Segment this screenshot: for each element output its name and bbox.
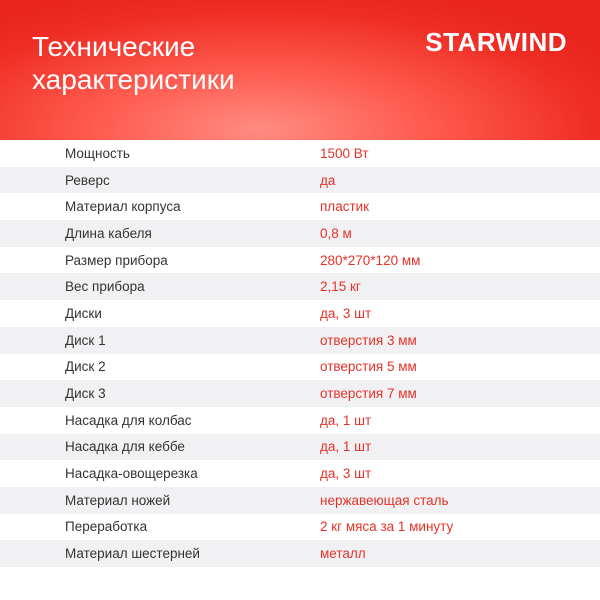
- spec-label: Реверс: [65, 172, 110, 188]
- spec-value: 0,8 м: [320, 225, 352, 241]
- spec-row: [0, 434, 600, 461]
- spec-label: Диск 3: [65, 386, 106, 402]
- spec-table: [0, 140, 600, 567]
- spec-row: [0, 273, 600, 300]
- spec-label: Насадка-овощерезка: [65, 466, 198, 482]
- spec-label: Вес прибора: [65, 279, 145, 295]
- spec-value: 280*270*120 мм: [320, 252, 421, 268]
- spec-value: отверстия 7 мм: [320, 386, 417, 402]
- spec-label: Насадка для колбас: [65, 412, 192, 428]
- spec-row: [0, 300, 600, 327]
- spec-value: пластик: [320, 199, 370, 215]
- brand-logo: STARWIND: [425, 27, 567, 57]
- spec-value: 2 кг мяса за 1 минуту: [320, 519, 454, 535]
- spec-value: отверстия 3 мм: [320, 332, 417, 348]
- spec-label: Мощность: [65, 145, 130, 161]
- spec-row: [0, 380, 600, 407]
- spec-label: Материал корпуса: [65, 199, 181, 215]
- spec-label: Материал шестерней: [65, 546, 200, 562]
- spec-value: 1500 Вт: [320, 145, 369, 161]
- spec-row: [0, 354, 600, 381]
- spec-label: Диск 2: [65, 359, 106, 375]
- spec-row: [0, 460, 600, 487]
- spec-row: [0, 220, 600, 247]
- spec-value: да, 1 шт: [320, 412, 372, 428]
- spec-label: Размер прибора: [65, 252, 168, 268]
- spec-value: нержавеющая сталь: [320, 492, 449, 508]
- spec-label: Материал ножей: [65, 492, 171, 508]
- spec-value: да, 3 шт: [320, 466, 372, 482]
- title-line-1: Технические: [32, 31, 196, 62]
- spec-value: да, 3 шт: [320, 305, 372, 321]
- spec-value: отверстия 5 мм: [320, 359, 417, 375]
- spec-label: Длина кабеля: [65, 225, 152, 241]
- spec-label: Насадка для кеббе: [65, 439, 185, 455]
- spec-row: [0, 514, 600, 541]
- spec-row: [0, 167, 600, 194]
- page-title: [32, 30, 312, 96]
- spec-label: Диски: [65, 305, 102, 321]
- title-line-2: характеристики: [32, 64, 235, 95]
- spec-value: да: [320, 172, 336, 188]
- spec-value: да, 1 шт: [320, 439, 372, 455]
- header-banner: [0, 0, 600, 140]
- spec-row: [0, 327, 600, 354]
- spec-row: [0, 407, 600, 434]
- spec-row: [0, 193, 600, 220]
- spec-row: [0, 487, 600, 514]
- spec-label: Переработка: [65, 519, 148, 535]
- spec-row: [0, 540, 600, 567]
- spec-row: [0, 247, 600, 274]
- spec-row: [0, 140, 600, 167]
- spec-value: металл: [320, 546, 366, 562]
- spec-label: Диск 1: [65, 332, 106, 348]
- spec-value: 2,15 кг: [320, 279, 361, 295]
